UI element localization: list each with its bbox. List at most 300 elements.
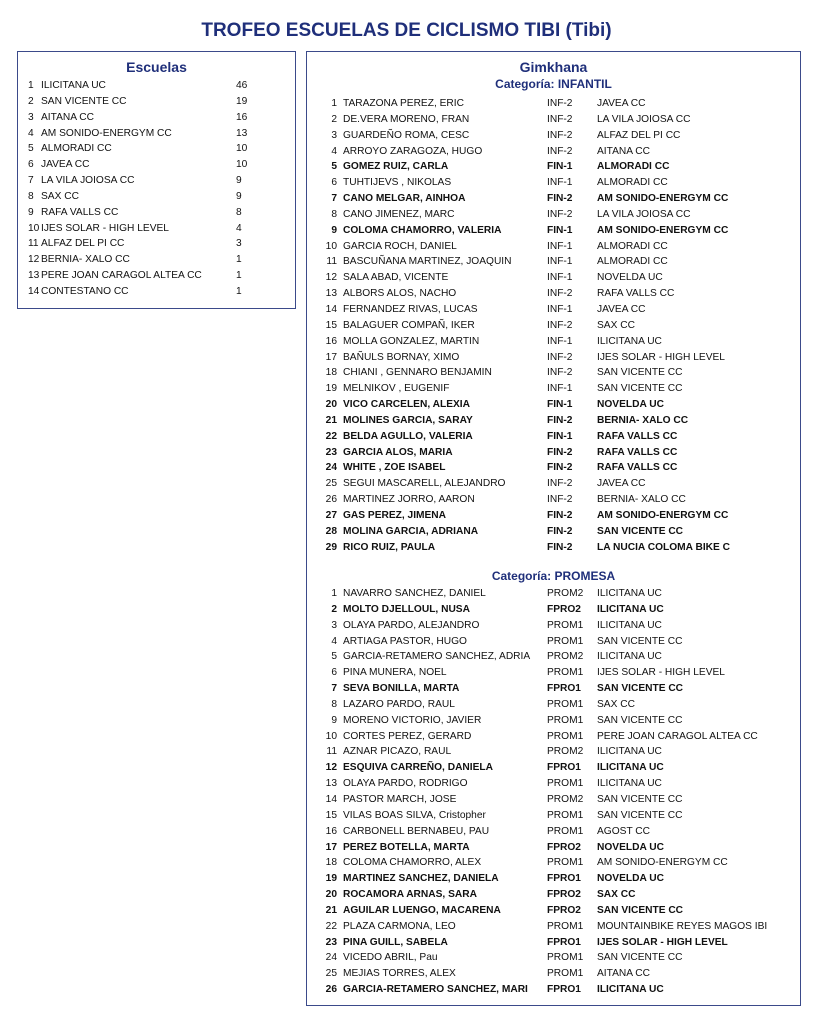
club-name: AM SONIDO-ENERGYM CC — [597, 857, 728, 869]
table-row — [307, 524, 800, 540]
club-name: SAN VICENTE CC — [597, 904, 684, 916]
rider-name: SEGUI MASCARELL, ALEJANDRO — [343, 478, 506, 490]
rider-category: FIN-1 — [547, 399, 573, 411]
club-name: ILICITANA UC — [597, 619, 662, 631]
position: 16 — [325, 825, 337, 837]
club-name: ILICITANA UC — [597, 588, 662, 599]
rider-category: FIN-1 — [547, 224, 573, 236]
table-row — [18, 141, 295, 157]
club-name: RAFA VALLS CC — [597, 430, 678, 442]
rank: 10 — [28, 222, 40, 234]
rider-category: INF-1 — [547, 383, 573, 395]
rider-category: PROM1 — [547, 667, 584, 679]
rider-category: FPRO2 — [547, 889, 581, 901]
rider-category: FIN-2 — [547, 193, 573, 205]
rider-name: FERNANDEZ RIVAS, LUCAS — [343, 303, 478, 315]
points: 9 — [236, 175, 242, 187]
club-name: SAN VICENTE CC — [597, 383, 683, 395]
rider-category: PROM1 — [547, 635, 584, 647]
table-row — [307, 776, 800, 792]
table-row — [307, 634, 800, 650]
position: 5 — [331, 161, 337, 173]
position: 21 — [325, 904, 337, 916]
rider-name: COLOMA CHAMORRO, VALERIA — [343, 224, 502, 236]
rider-name: GUARDEÑO ROMA, CESC — [343, 129, 470, 141]
table-row — [18, 284, 295, 300]
table-row — [307, 950, 800, 966]
rider-name: ARTIAGA PASTOR, HUGO — [343, 635, 467, 647]
club-name: ILICITANA UC — [597, 651, 662, 663]
club-name: IJES SOLAR - HIGH LEVEL — [597, 351, 725, 363]
promesa-rows — [307, 586, 800, 998]
rider-name: AGUILAR LUENGO, MACARENA — [343, 904, 501, 916]
rider-category: FIN-2 — [547, 414, 573, 426]
rider-name: GARCIA-RETAMERO SANCHEZ, ADRIA — [343, 651, 531, 663]
position: 20 — [325, 399, 337, 411]
rider-name: VICO CARCELEN, ALEXIA — [343, 399, 470, 411]
rider-category: PROM1 — [547, 825, 584, 837]
table-row — [307, 982, 800, 998]
table-row — [307, 808, 800, 824]
rider-category: INF-1 — [547, 177, 573, 189]
table-row — [307, 903, 800, 919]
club-name: NOVELDA UC — [597, 841, 664, 853]
table-row — [307, 618, 800, 634]
position: 10 — [325, 730, 337, 742]
rider-category: PROM2 — [547, 651, 584, 663]
rider-name: CARBONELL BERNABEU, PAU — [343, 825, 490, 837]
position: 19 — [325, 383, 337, 395]
rider-category: FIN-2 — [547, 525, 573, 537]
position: 6 — [331, 667, 337, 679]
rider-category: PROM2 — [547, 746, 584, 758]
table-row — [18, 221, 295, 237]
infantil-rows — [307, 96, 800, 555]
rider-name: DE.VERA MORENO, FRAN — [343, 113, 470, 125]
club-name: IJES SOLAR - HIGH LEVEL — [597, 667, 725, 679]
position: 3 — [331, 129, 337, 141]
rider-name: CANO JIMENEZ, MARC — [343, 208, 455, 220]
rider-name: MELNIKOV , EUGENIF — [343, 383, 450, 395]
club-name: NOVELDA UC — [597, 873, 664, 885]
table-row — [307, 175, 800, 191]
rider-category: INF-2 — [547, 113, 573, 125]
rider-category: FIN-1 — [547, 161, 573, 173]
table-row — [18, 78, 295, 94]
rider-name: GARCIA ROCH, DANIEL — [343, 240, 457, 252]
rider-name: BASCUÑANA MARTINEZ, JOAQUIN — [343, 256, 512, 268]
club-name: ALMORADI CC — [597, 240, 668, 252]
rider-name: WHITE , ZOE ISABEL — [343, 462, 446, 474]
school-name: BERNIA- XALO CC — [41, 254, 130, 266]
rider-category: PROM1 — [547, 778, 584, 790]
table-row — [307, 824, 800, 840]
position: 13 — [325, 288, 337, 300]
position: 7 — [331, 683, 337, 695]
position: 19 — [325, 873, 337, 885]
club-name: SAN VICENTE CC — [597, 793, 683, 805]
rider-name: SALA ABAD, VICENTE — [343, 272, 449, 284]
rider-name: OLAYA PARDO, ALEJANDRO — [343, 619, 480, 631]
rider-category: FIN-2 — [547, 462, 573, 474]
club-name: ILICITANA UC — [597, 335, 662, 347]
position: 8 — [331, 698, 337, 710]
rider-category: PROM1 — [547, 952, 584, 964]
club-name: SAX CC — [597, 319, 635, 331]
position: 2 — [331, 603, 337, 615]
school-name: ALMORADI CC — [41, 143, 112, 155]
table-row — [307, 318, 800, 334]
table-row — [307, 792, 800, 808]
rider-name: SEVA BONILLA, MARTA — [343, 683, 460, 695]
rider-category: FIN-2 — [547, 541, 573, 553]
rider-category: FPRO2 — [547, 904, 581, 916]
club-name: NOVELDA UC — [597, 272, 663, 284]
rider-category: FIN-2 — [547, 509, 573, 521]
rider-category: INF-2 — [547, 351, 573, 363]
rider-category: PROM1 — [547, 619, 584, 631]
rider-name: MARTINEZ SANCHEZ, DANIELA — [343, 873, 499, 885]
table-row — [18, 110, 295, 126]
table-row — [307, 586, 800, 602]
club-name: ILICITANA UC — [597, 778, 662, 790]
position: 22 — [325, 430, 337, 442]
points: 46 — [236, 80, 248, 91]
rider-name: GARCIA-RETAMERO SANCHEZ, MARI — [343, 984, 528, 996]
rider-category: FPRO1 — [547, 873, 581, 885]
rider-name: VICEDO ABRIL, Pau — [343, 952, 438, 964]
position: 14 — [325, 793, 337, 805]
escuelas-table — [17, 51, 296, 309]
rank: 7 — [28, 175, 34, 187]
rider-category: PROM1 — [547, 714, 584, 726]
table-row — [307, 697, 800, 713]
school-name: PERE JOAN CARAGOL ALTEA CC — [41, 270, 202, 282]
rider-category: INF-2 — [547, 98, 573, 109]
rider-name: AZNAR PICAZO, RAUL — [343, 746, 452, 758]
rider-category: FPRO1 — [547, 683, 581, 695]
position: 25 — [325, 968, 337, 980]
gimkhana-table — [306, 51, 801, 1006]
page-title: TROFEO ESCUELAS DE CICLISMO TIBI (Tibi) — [201, 20, 612, 41]
points: 1 — [236, 270, 242, 282]
table-row — [18, 252, 295, 268]
position: 29 — [325, 541, 337, 553]
position: 16 — [325, 335, 337, 347]
rider-name: MARTINEZ JORRO, AARON — [343, 494, 475, 506]
table-row — [307, 649, 800, 665]
points: 4 — [236, 222, 242, 234]
club-name: MOUNTAINBIKE REYES MAGOS IBI — [597, 920, 768, 932]
club-name: RAFA VALLS CC — [597, 462, 678, 474]
club-name: AITANA CC — [597, 968, 651, 980]
school-name: RAFA VALLS CC — [41, 206, 119, 218]
table-row — [307, 334, 800, 350]
points: 1 — [236, 285, 242, 297]
rider-name: ALBORS ALOS, NACHO — [343, 288, 457, 300]
position: 5 — [331, 651, 337, 663]
school-name: ALFAZ DEL PI CC — [41, 238, 125, 250]
table-row — [307, 460, 800, 476]
table-row — [307, 270, 800, 286]
club-name: AITANA CC — [597, 145, 651, 157]
rider-name: TUHTIJEVS , NIKOLAS — [343, 177, 452, 189]
club-name: SAN VICENTE CC — [597, 809, 683, 821]
rider-name: PLAZA CARMONA, LEO — [343, 920, 456, 932]
table-row — [307, 223, 800, 239]
rider-category: INF-2 — [547, 494, 573, 506]
position: 26 — [325, 984, 337, 996]
rider-name: ROCAMORA ARNAS, SARA — [343, 889, 477, 901]
table-row — [307, 919, 800, 935]
club-name: PERE JOAN CARAGOL ALTEA CC — [597, 730, 758, 742]
infantil-heading: Categoría: INFANTIL — [495, 77, 612, 91]
table-row — [18, 157, 295, 173]
position: 28 — [325, 525, 337, 537]
club-name: AGOST CC — [597, 825, 651, 837]
rider-category: FPRO2 — [547, 603, 581, 615]
club-name: SAN VICENTE CC — [597, 525, 684, 537]
points: 16 — [236, 111, 248, 123]
table-row — [307, 286, 800, 302]
club-name: ALMORADI CC — [597, 177, 668, 189]
table-row — [18, 205, 295, 221]
rider-category: INF-2 — [547, 129, 573, 141]
position: 9 — [331, 224, 337, 236]
position: 21 — [325, 414, 337, 426]
position: 18 — [325, 857, 337, 869]
position: 1 — [331, 98, 337, 109]
school-name: IJES SOLAR - HIGH LEVEL — [41, 222, 169, 234]
school-name: LA VILA JOIOSA CC — [41, 175, 135, 187]
table-row — [307, 840, 800, 856]
table-row — [307, 413, 800, 429]
table-row — [18, 126, 295, 142]
position: 3 — [331, 619, 337, 631]
position: 24 — [325, 952, 337, 964]
table-row — [307, 365, 800, 381]
rider-name: MOLINA GARCIA, ADRIANA — [343, 525, 479, 537]
table-row — [307, 445, 800, 461]
position: 15 — [325, 319, 337, 331]
club-name: JAVEA CC — [597, 303, 646, 315]
club-name: JAVEA CC — [597, 478, 646, 490]
points: 1 — [236, 254, 242, 266]
rider-category: FPRO1 — [547, 936, 581, 948]
table-row — [307, 855, 800, 871]
position: 23 — [325, 446, 337, 458]
table-row — [307, 935, 800, 951]
rider-category: PROM1 — [547, 857, 584, 869]
rider-category: INF-1 — [547, 335, 573, 347]
position: 6 — [331, 177, 337, 189]
table-row — [307, 871, 800, 887]
escuelas-rows — [18, 78, 295, 300]
rider-name: MOLINES GARCIA, SARAY — [343, 414, 473, 426]
table-row — [307, 681, 800, 697]
points: 9 — [236, 190, 242, 202]
rank: 2 — [28, 95, 34, 107]
rider-category: PROM2 — [547, 588, 584, 599]
position: 25 — [325, 478, 337, 490]
club-name: NOVELDA UC — [597, 399, 664, 411]
club-name: LA VILA JOIOSA CC — [597, 208, 691, 220]
rider-category: PROM1 — [547, 920, 584, 932]
club-name: RAFA VALLS CC — [597, 446, 678, 458]
club-name: SAN VICENTE CC — [597, 952, 683, 964]
rider-category: PROM1 — [547, 698, 584, 710]
rank: 9 — [28, 206, 34, 218]
position: 8 — [331, 208, 337, 220]
position: 15 — [325, 809, 337, 821]
table-row — [18, 94, 295, 110]
escuelas-heading: Escuelas — [126, 59, 187, 75]
promesa-heading: Categoría: PROMESA — [491, 569, 616, 583]
rider-name: GARCIA ALOS, MARIA — [343, 446, 453, 458]
rider-category: INF-1 — [547, 272, 573, 284]
rider-name: TARAZONA PEREZ, ERIC — [343, 98, 464, 109]
club-name: ILICITANA UC — [597, 762, 664, 774]
rider-category: INF-2 — [547, 319, 573, 331]
points: 3 — [236, 238, 242, 250]
table-row — [307, 744, 800, 760]
rider-category: INF-2 — [547, 145, 573, 157]
table-row — [307, 508, 800, 524]
rider-name: BAÑULS BORNAY, XIMO — [343, 351, 460, 363]
school-name: SAN VICENTE CC — [41, 95, 127, 107]
table-row — [307, 966, 800, 982]
points: 10 — [236, 159, 248, 171]
position: 13 — [325, 778, 337, 790]
table-row — [307, 665, 800, 681]
position: 12 — [325, 762, 337, 774]
rider-category: FPRO1 — [547, 762, 581, 774]
position: 24 — [325, 462, 337, 474]
position: 14 — [325, 303, 337, 315]
table-row — [307, 760, 800, 776]
table-row — [307, 191, 800, 207]
table-row — [18, 173, 295, 189]
table-row — [307, 887, 800, 903]
club-name: SAN VICENTE CC — [597, 714, 683, 726]
position: 22 — [325, 920, 337, 932]
points: 10 — [236, 143, 248, 155]
table-row — [307, 540, 800, 556]
table-row — [307, 128, 800, 144]
rider-category: INF-2 — [547, 478, 573, 490]
table-row — [307, 112, 800, 128]
rank: 5 — [28, 143, 34, 155]
position: 1 — [331, 588, 337, 599]
club-name: AM SONIDO-ENERGYM CC — [597, 224, 729, 236]
rider-name: PEREZ BOTELLA, MARTA — [343, 841, 470, 853]
club-name: AM SONIDO-ENERGYM CC — [597, 193, 729, 205]
rider-category: INF-1 — [547, 256, 573, 268]
position: 11 — [326, 746, 337, 758]
club-name: ILICITANA UC — [597, 746, 662, 758]
rider-name: ESQUIVA CARREÑO, DANIELA — [343, 762, 493, 774]
table-row — [307, 159, 800, 175]
table-row — [18, 236, 295, 252]
rank: 3 — [28, 111, 34, 123]
rank: 13 — [28, 270, 40, 282]
club-name: SAN VICENTE CC — [597, 683, 684, 695]
rider-name: ARROYO ZARAGOZA, HUGO — [343, 145, 483, 157]
rider-category: FPRO1 — [547, 984, 581, 996]
table-row — [307, 302, 800, 318]
rider-category: INF-1 — [547, 303, 573, 315]
position: 12 — [325, 272, 337, 284]
club-name: JAVEA CC — [597, 98, 646, 109]
position: 27 — [325, 509, 337, 521]
rider-name: GAS PEREZ, JIMENA — [343, 509, 447, 521]
rider-name: CANO MELGAR, AINHOA — [343, 193, 466, 205]
school-name: AM SONIDO-ENERGYM CC — [41, 127, 172, 139]
rider-category: PROM1 — [547, 730, 584, 742]
table-row — [307, 602, 800, 618]
club-name: SAN VICENTE CC — [597, 367, 683, 379]
rider-name: BELDA AGULLO, VALERIA — [343, 430, 473, 442]
club-name: LA NUCIA COLOMA BIKE C — [597, 541, 730, 553]
position: 26 — [325, 494, 337, 506]
position: 23 — [325, 936, 337, 948]
rider-name: RICO RUIZ, PAULA — [343, 541, 436, 553]
club-name: AM SONIDO-ENERGYM CC — [597, 509, 729, 521]
club-name: BERNIA- XALO CC — [597, 494, 686, 506]
table-row — [307, 729, 800, 745]
rider-name: NAVARRO SANCHEZ, DANIEL — [343, 588, 486, 599]
points: 13 — [236, 127, 248, 139]
position: 10 — [325, 240, 337, 252]
table-row — [307, 476, 800, 492]
club-name: BERNIA- XALO CC — [597, 414, 689, 426]
rider-name: MORENO VICTORIO, JAVIER — [343, 714, 482, 726]
school-name: AITANA CC — [41, 111, 95, 123]
club-name: SAX CC — [597, 889, 636, 901]
rider-name: OLAYA PARDO, RODRIGO — [343, 778, 468, 790]
position: 17 — [325, 351, 337, 363]
rider-name: GOMEZ RUIZ, CARLA — [343, 161, 449, 173]
school-name: SAX CC — [41, 190, 79, 202]
club-name: IJES SOLAR - HIGH LEVEL — [597, 936, 728, 948]
table-row — [307, 713, 800, 729]
position: 2 — [331, 113, 337, 125]
rider-name: CHIANI , GENNARO BENJAMIN — [343, 367, 492, 379]
table-row — [307, 144, 800, 160]
rank: 6 — [28, 159, 34, 171]
rank: 4 — [28, 127, 34, 139]
school-name: JAVEA CC — [41, 159, 90, 171]
club-name: LA VILA JOIOSA CC — [597, 113, 691, 125]
rider-name: CORTES PEREZ, GERARD — [343, 730, 472, 742]
rank: 1 — [28, 80, 34, 91]
club-name: RAFA VALLS CC — [597, 288, 675, 300]
club-name: ALMORADI CC — [597, 161, 670, 173]
club-name: SAN VICENTE CC — [597, 635, 683, 647]
rank: 8 — [28, 190, 34, 202]
rider-name: PASTOR MARCH, JOSE — [343, 793, 457, 805]
position: 9 — [331, 714, 337, 726]
position: 4 — [331, 145, 337, 157]
rider-category: FPRO2 — [547, 841, 581, 853]
school-name: ILICITANA UC — [41, 80, 106, 91]
rider-name: MOLLA GONZALEZ, MARTIN — [343, 335, 480, 347]
club-name: ALFAZ DEL PI CC — [597, 129, 681, 141]
rider-category: INF-1 — [547, 240, 573, 252]
table-row — [307, 96, 800, 112]
table-row — [307, 350, 800, 366]
points: 19 — [236, 95, 248, 107]
